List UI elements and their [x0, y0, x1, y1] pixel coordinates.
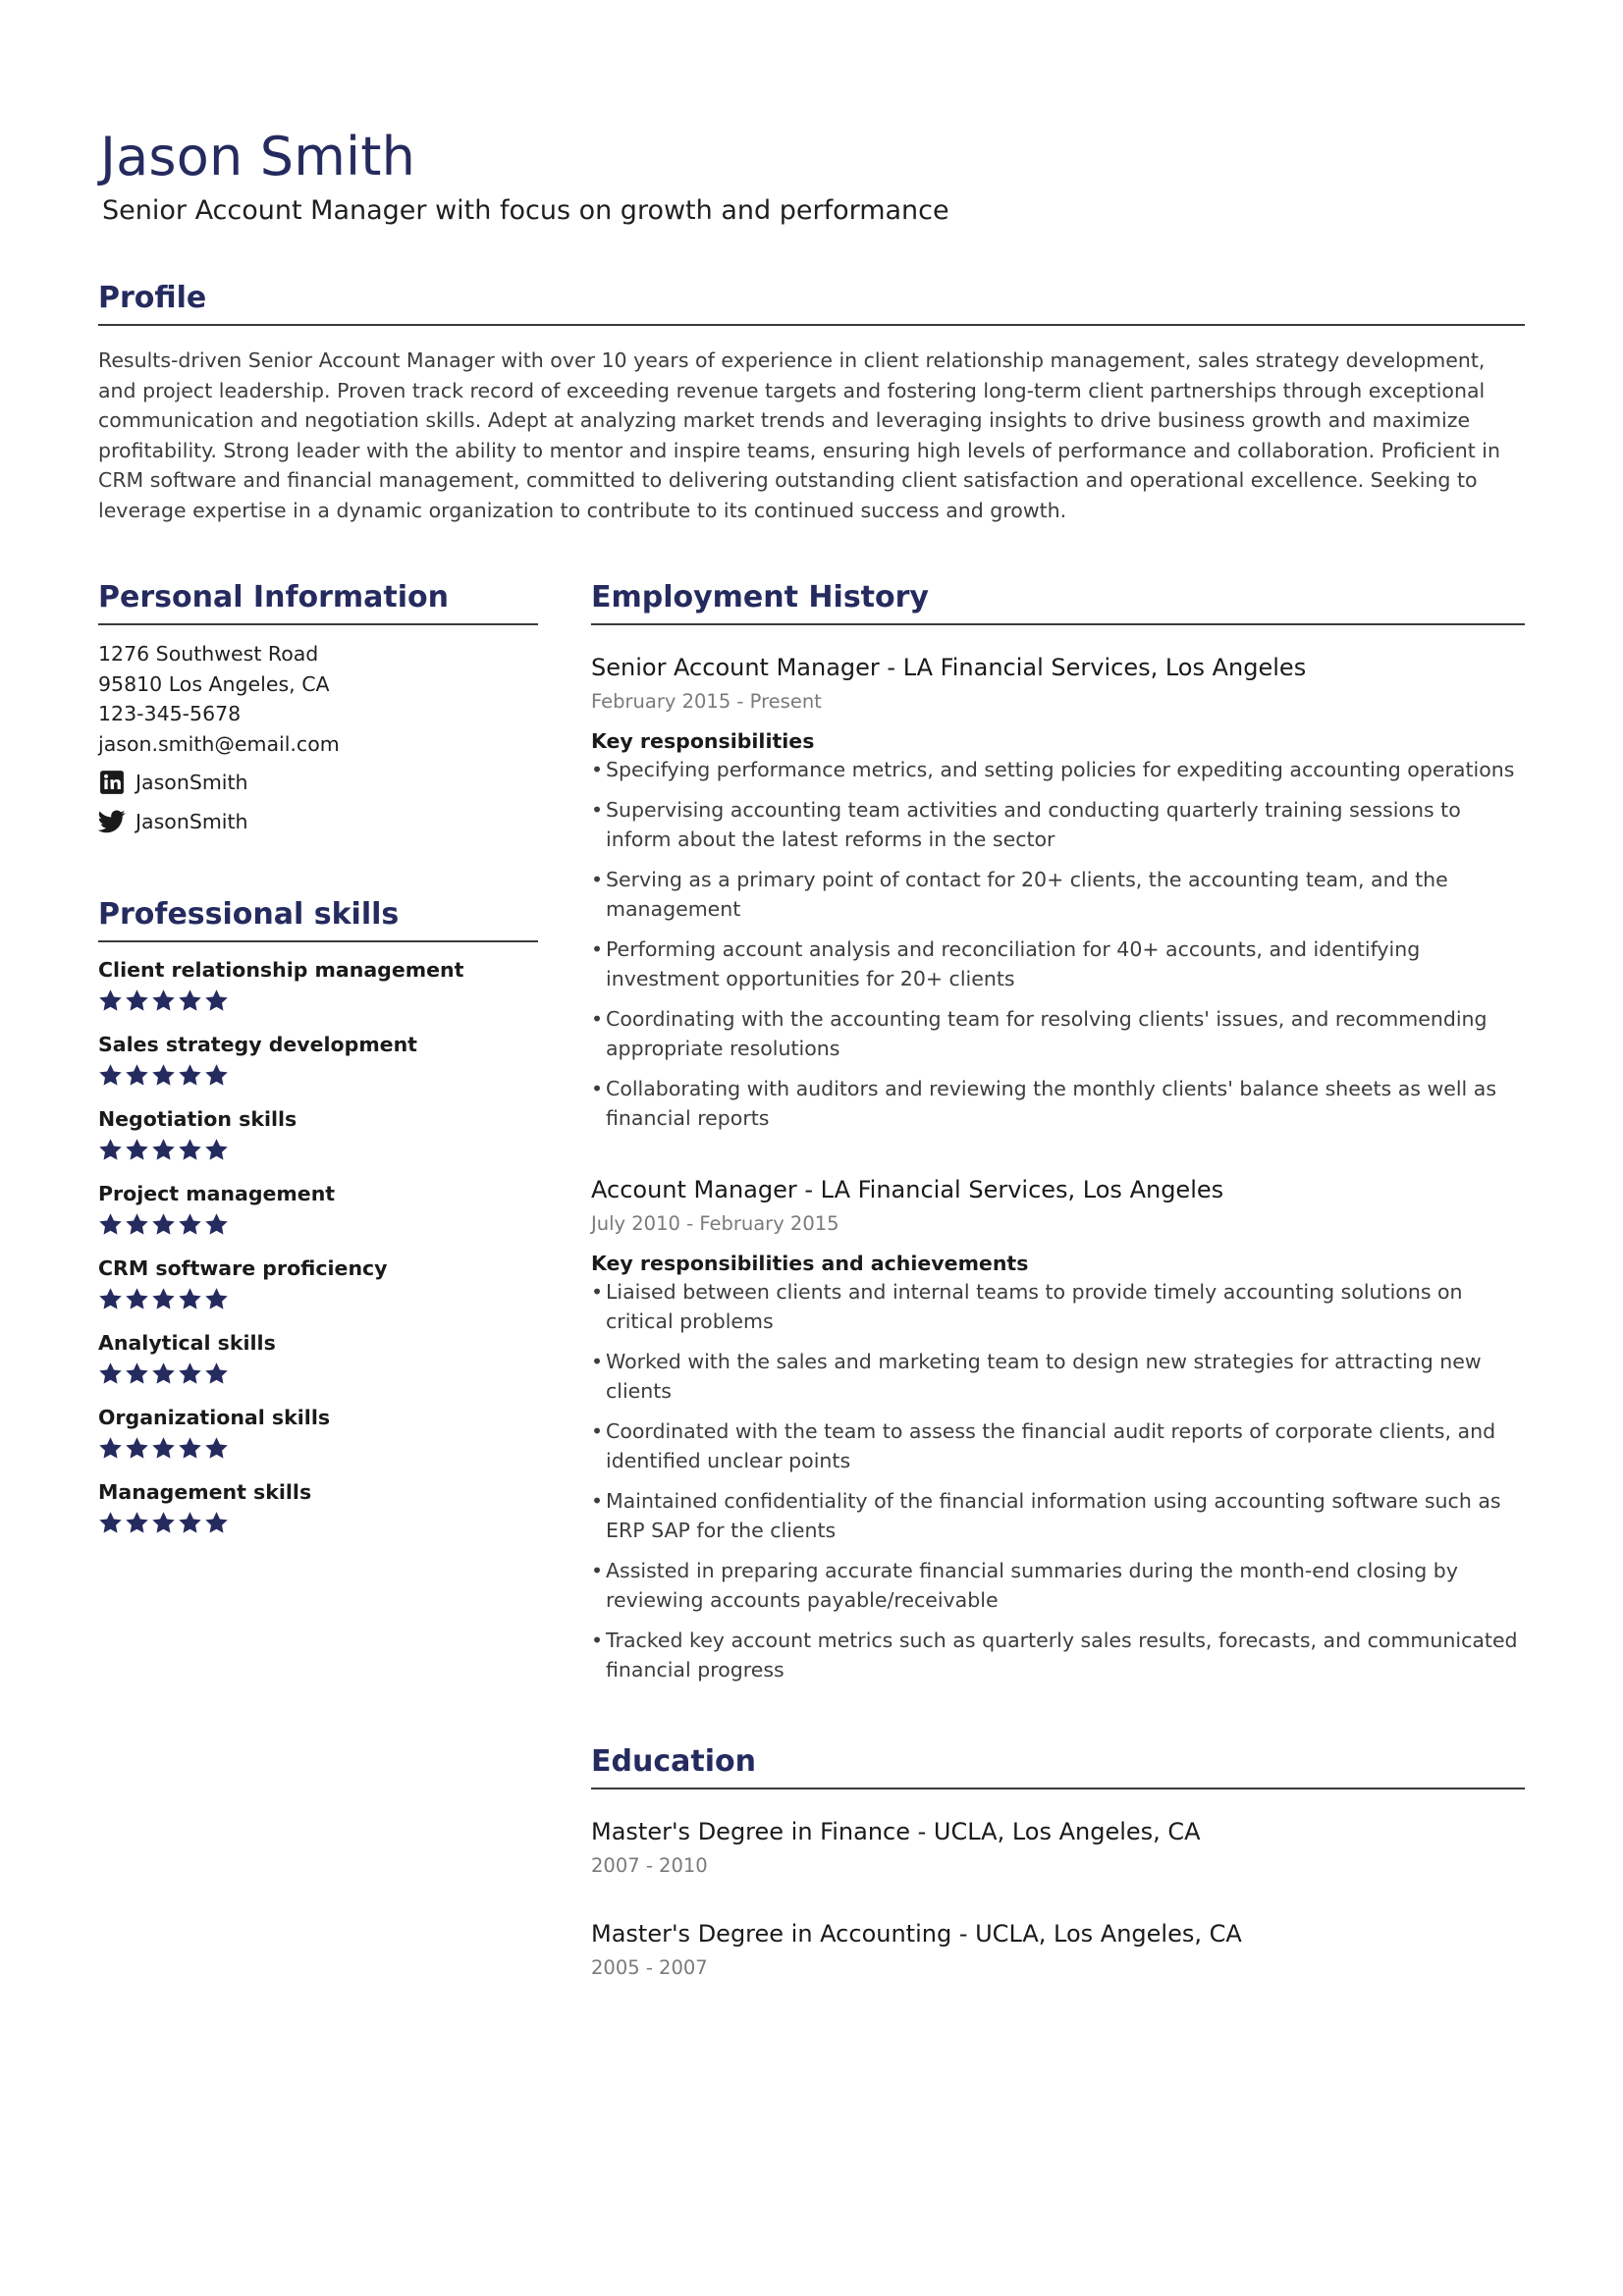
star-icon: [125, 1362, 149, 1386]
skill-item: [98, 1329, 538, 1386]
job-dates: February 2015 - Present: [591, 690, 822, 713]
candidate-name: Jason Smith: [100, 126, 416, 187]
skills-section: [98, 895, 538, 1535]
responsibility-item: • Supervising accounting team activities and conducting quarterly training sessions to inform about the latest reforms in the sector: [591, 795, 1525, 855]
skill-rating: [98, 988, 538, 1013]
skill-name: Analytical skills: [98, 1331, 276, 1355]
skills-list: [98, 956, 538, 1535]
job-entry: [591, 1173, 1525, 1685]
star-icon: [151, 1063, 176, 1088]
job-entry: [591, 651, 1525, 1134]
responsibility-list: [591, 755, 1525, 1134]
responsibility-item: • Performing account analysis and reconciliation for 40+ accounts, and identifying investment opportunities for 20+ clients: [591, 934, 1525, 994]
skill-rating: [98, 1510, 538, 1535]
degree-title: Master's Degree in Finance - UCLA, Los Angeles, CA: [591, 1817, 1201, 1845]
star-icon: [98, 1138, 123, 1162]
skill-item: [98, 1404, 538, 1461]
skill-item: [98, 1478, 538, 1535]
education-list: [591, 1815, 1525, 1982]
star-icon: [178, 1063, 202, 1088]
job-title: Senior Account Manager - LA Financial Services, Los Angeles: [591, 654, 1307, 681]
job-subtitle: Key responsibilities: [591, 729, 815, 753]
city-line: 95810 Los Angeles, CA: [98, 671, 330, 696]
left-column: [98, 578, 538, 1535]
education-entry: [591, 1815, 1525, 1880]
responsibility-item: • Worked with the sales and marketing team to design new strategies for attracting new clients: [591, 1347, 1525, 1407]
skill-name: Project management: [98, 1182, 336, 1205]
skill-item: [98, 1180, 538, 1237]
star-icon: [125, 1212, 149, 1237]
star-icon: [204, 1436, 229, 1461]
skill-name: Organizational skills: [98, 1406, 331, 1429]
education-entry: [591, 1917, 1525, 1982]
star-icon: [178, 1436, 202, 1461]
skill-item: [98, 1031, 538, 1088]
job-subtitle: Key responsibilities and achievements: [591, 1251, 1029, 1275]
skill-rating: [98, 1137, 538, 1162]
star-icon: [151, 1212, 176, 1237]
star-icon: [151, 1138, 176, 1162]
profile-section: [98, 279, 1525, 525]
skill-rating: [98, 1361, 538, 1386]
skill-name: Sales strategy development: [98, 1033, 417, 1056]
responsibility-item: • Liaised between clients and internal teams to provide timely accounting solutions on critical problems: [591, 1277, 1525, 1337]
star-icon: [178, 1511, 202, 1535]
star-icon: [98, 1212, 123, 1237]
skills-title: Professional skills: [98, 895, 538, 942]
degree-dates: 2005 - 2007: [591, 1955, 708, 1979]
skill-name: Management skills: [98, 1480, 312, 1504]
skill-item: [98, 1105, 538, 1162]
right-column: [591, 578, 1525, 1982]
star-icon: [98, 1287, 123, 1311]
star-icon: [204, 1212, 229, 1237]
star-icon: [98, 1511, 123, 1535]
contact-list: [98, 639, 538, 759]
star-icon: [151, 988, 176, 1013]
responsibility-list: [591, 1277, 1525, 1685]
responsibility-item: • Coordinated with the team to assess the financial audit reports of corporate clients, and identified unclear points: [591, 1416, 1525, 1476]
twitter-icon: [98, 808, 126, 835]
star-icon: [204, 1063, 229, 1088]
resume-header: [98, 0, 1525, 230]
skill-name: Negotiation skills: [98, 1107, 298, 1131]
star-icon: [178, 1138, 202, 1162]
star-icon: [204, 1362, 229, 1386]
twitter-handle: JasonSmith: [135, 810, 248, 833]
personal-info-title: Personal Information: [98, 578, 538, 625]
star-icon: [98, 1362, 123, 1386]
job-title: Account Manager - LA Financial Services, Los Angeles: [591, 1175, 1224, 1203]
star-icon: [98, 1436, 123, 1461]
star-icon: [204, 988, 229, 1013]
star-icon: [98, 1063, 123, 1088]
star-icon: [151, 1511, 176, 1535]
star-icon: [151, 1287, 176, 1311]
address-line: 1276 Southwest Road: [98, 642, 319, 666]
phone-line: 123-345-5678: [98, 702, 242, 725]
education-title: Education: [591, 1742, 1525, 1789]
email-line: jason.smith@email.com: [98, 731, 340, 756]
skill-rating: [98, 1286, 538, 1311]
education-section: [591, 1742, 1525, 1982]
star-icon: [178, 1212, 202, 1237]
star-icon: [125, 1138, 149, 1162]
skill-rating: [98, 1435, 538, 1461]
skill-name: CRM software proficiency: [98, 1256, 388, 1280]
star-icon: [178, 988, 202, 1013]
star-icon: [204, 1138, 229, 1162]
skill-rating: [98, 1062, 538, 1088]
star-icon: [204, 1287, 229, 1311]
responsibility-item: • Assisted in preparing accurate financial summaries during the month-end closing by reviewing accounts payable/receivable: [591, 1556, 1525, 1616]
candidate-tagline: Senior Account Manager with focus on growth and performance: [102, 195, 949, 226]
star-icon: [178, 1287, 202, 1311]
star-icon: [204, 1511, 229, 1535]
star-icon: [178, 1362, 202, 1386]
responsibility-item: • Serving as a primary point of contact for 20+ clients, the accounting team, and the management: [591, 865, 1525, 925]
linkedin-icon: [98, 769, 126, 796]
profile-title: Profile: [98, 279, 1525, 326]
twitter-link[interactable]: [98, 802, 538, 841]
skill-name: Client relationship management: [98, 958, 464, 982]
linkedin-link[interactable]: [98, 763, 538, 802]
linkedin-handle: JasonSmith: [135, 771, 248, 794]
skill-item: [98, 956, 538, 1013]
jobs-list: [591, 651, 1525, 1685]
responsibility-item: • Collaborating with auditors and reviewing the monthly clients' balance sheets as well as financial reports: [591, 1074, 1525, 1134]
star-icon: [125, 1063, 149, 1088]
responsibility-item: • Maintained confidentiality of the financial information using accounting software such as ERP SAP for the clients: [591, 1486, 1525, 1546]
skill-rating: [98, 1211, 538, 1237]
job-dates: July 2010 - February 2015: [591, 1211, 839, 1235]
personal-info-section: [98, 578, 538, 841]
star-icon: [125, 1287, 149, 1311]
employment-section: [591, 578, 1525, 1685]
responsibility-item: • Specifying performance metrics, and setting policies for expediting accounting operations: [591, 755, 1525, 785]
star-icon: [98, 988, 123, 1013]
responsibility-item: • Coordinating with the accounting team for resolving clients' issues, and recommending appropriate resolutions: [591, 1004, 1525, 1064]
responsibility-item: • Tracked key account metrics such as quarterly sales results, forecasts, and communicated financial progress: [591, 1626, 1525, 1685]
profile-text: Results-driven Senior Account Manager with over 10 years of experience in client relationship management, sales strategy development, and project leadership. Proven track record of exceeding revenue targets and fostering long-term client partnerships through exceptional communication and negotiation skills. Adept at analyzing market trends and leveraging insights to drive business growth and maximize profitability. Strong leader with the ability to mentor and inspire teams, ensuring high levels of performance and collaboration. Proficient in CRM software and financial management, committed to delivering outstanding client satisfaction and operational excellence. Seeking to leverage expertise in a dynamic organization to contribute to its continued success and growth.: [98, 348, 1500, 522]
degree-title: Master's Degree in Accounting - UCLA, Los Angeles, CA: [591, 1919, 1242, 1948]
star-icon: [125, 1436, 149, 1461]
star-icon: [125, 988, 149, 1013]
star-icon: [151, 1436, 176, 1461]
star-icon: [125, 1511, 149, 1535]
degree-dates: 2007 - 2010: [591, 1853, 708, 1877]
employment-title: Employment History: [591, 578, 1525, 625]
star-icon: [151, 1362, 176, 1386]
skill-item: [98, 1255, 538, 1311]
